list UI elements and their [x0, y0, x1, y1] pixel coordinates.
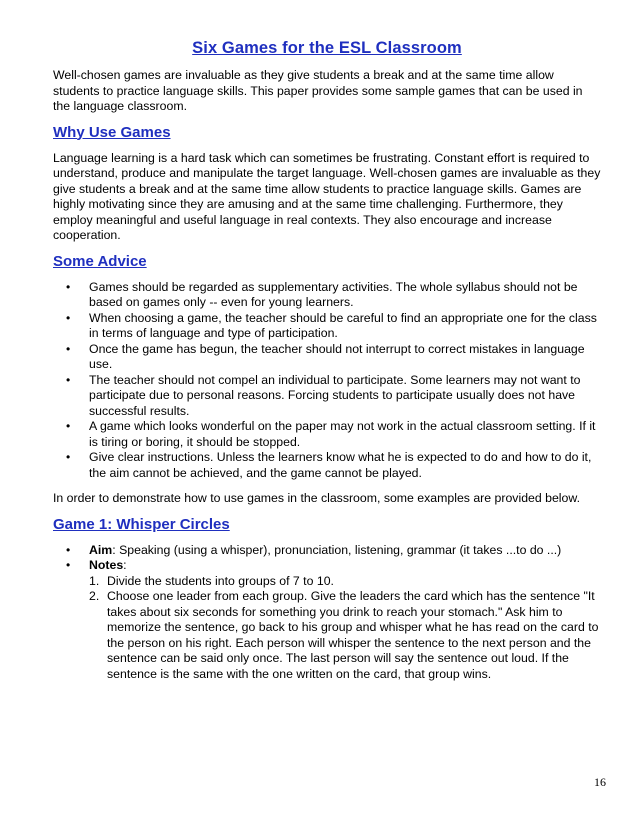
bullet-icon: • [66, 341, 71, 356]
step-number: 2. [89, 589, 100, 603]
step-text: Choose one leader from each group. Give the leaders the card which has the sentence "It takes about six seconds for something you drink to reach your stomach." Ask him to memorize the sentence, go back to his group and whisper what he has read on the card to the person on his right. Each person will whisper the sentence to the next person and the sentence can be said only once. The last person will say the sentence out loud. If the sentence is the same with the one written on the card, that group wins. [107, 589, 599, 681]
game1-list [53, 543, 601, 574]
game1-steps [53, 574, 601, 683]
intro-paragraph: Well-chosen games are invaluable as they give students a break and at the same time allow students to practice language skills. This paper provides some sample games that can be used in the language classroom. [53, 68, 583, 113]
advice-outro-paragraph: In order to demonstrate how to use games in the classroom, some examples are provided below. [53, 491, 580, 505]
bullet-icon: • [66, 372, 71, 387]
advice-item: • The teacher should not compel an individual to participate. Some learners may not want to participate due to personal reasons. Forcing students to participate usually does not have successful results. [66, 372, 581, 418]
bullet-icon: • [66, 450, 71, 464]
step-item [53, 574, 601, 590]
advice-item: • When choosing a game, the teacher should be careful to find an appropriate one for the class in terms of language and type of participation. [66, 310, 597, 340]
step-number: 1. [89, 573, 100, 588]
why-paragraph: Language learning is a hard task which can sometimes be frustrating. Constant effort is required to understand, produce and manipulate the target language. Well-chosen games are invaluable as they give students a break and at the same time allow students to practice language skills. Games are highly motivating since they are amusing and at the same time challenging. Furthermore, they employ meaningful and useful language in real contexts. They also encourage and increase cooperation. [53, 150, 601, 242]
bullet-icon: • [66, 419, 71, 433]
aim-text: : Speaking (using a whisper), pronunciation, listening, grammar (it takes ...to do ...) [112, 542, 562, 557]
step-item [53, 589, 601, 682]
section-heading-some-advice: Some Advice [53, 252, 147, 270]
section-heading-why-use-games: Why Use Games [53, 123, 171, 141]
bullet-icon: • [66, 279, 71, 294]
bullet-icon: • [66, 310, 71, 325]
notes-item: • Notes: [66, 558, 127, 572]
page-content [53, 39, 601, 682]
document-title: Six Games for the ESL Classroom [192, 39, 462, 57]
section-heading-game-1: Game 1: Whisper Circles [53, 515, 230, 533]
advice-item: • Once the game has begun, the teacher should not interrupt to correct mistakes in language use. [66, 341, 585, 371]
bullet-icon: • [66, 558, 71, 572]
advice-item: • Games should be regarded as supplementary activities. The whole syllabus should not be based on games only -- even for young learners. [66, 279, 578, 309]
step-text: Divide the students into groups of 7 to 10. [107, 573, 334, 588]
advice-item: • A game which looks wonderful on the paper may not work in the actual classroom setting. If it is tiring or boring, it should be stopped. [66, 419, 596, 449]
advice-item: • Give clear instructions. Unless the learners know what he is expected to do and how to do it, the aim cannot be achieved, and the game cannot be played. [66, 450, 592, 480]
bullet-icon: • [66, 542, 71, 557]
aim-item [53, 543, 601, 559]
advice-list [53, 280, 601, 482]
notes-label: Notes [89, 558, 124, 572]
aim-label: Aim [89, 542, 113, 557]
page-number: 16 [594, 775, 606, 789]
